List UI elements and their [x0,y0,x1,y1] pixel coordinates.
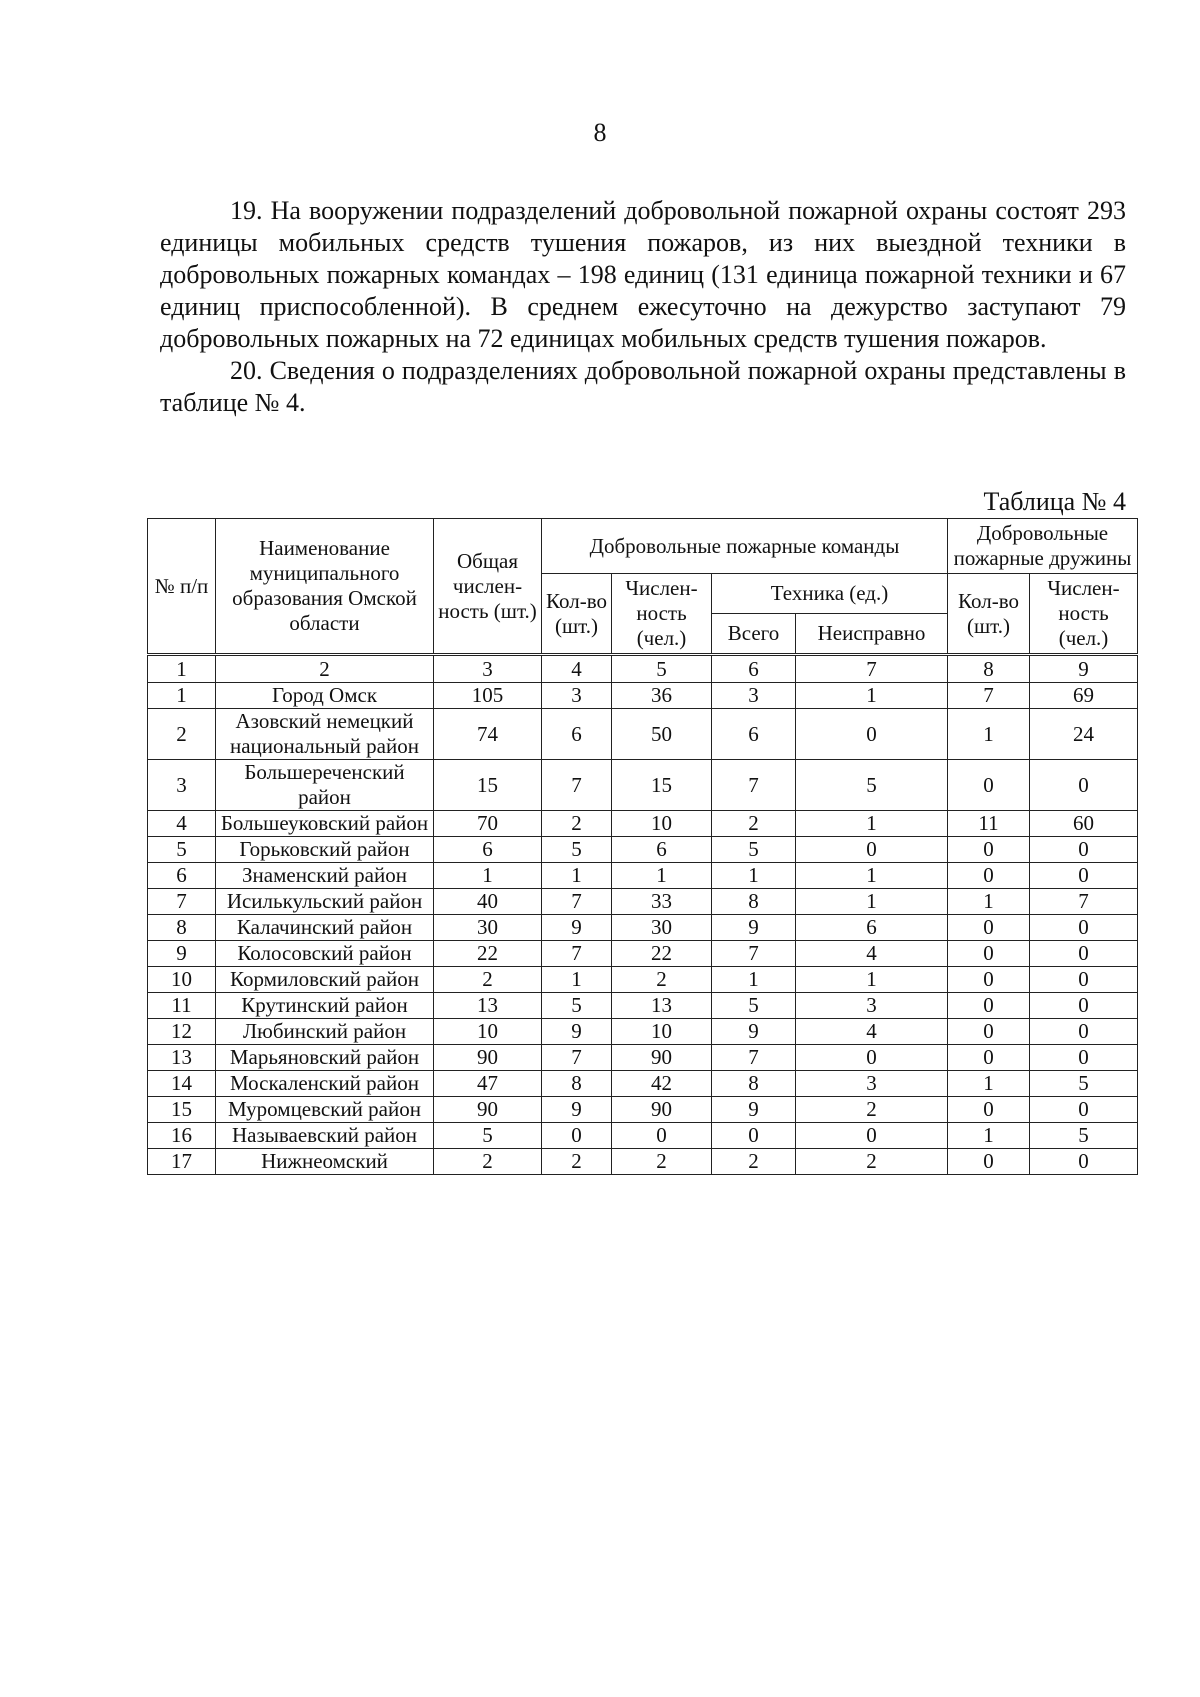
equipment-faulty: 0 [796,709,948,760]
municipality-name: Знаменский район [216,863,434,889]
teams-count: 7 [542,889,612,915]
equipment-total: 8 [712,1071,796,1097]
equipment-faulty: 3 [796,1071,948,1097]
equipment-total: 9 [712,1097,796,1123]
table-caption: Таблица № 4 [983,487,1126,516]
municipality-name: Исилькульский район [216,889,434,915]
total-count: 90 [434,1045,542,1071]
row-number: 10 [148,967,216,993]
municipality-name: Азовский немецкий национальный район [216,709,434,760]
squads-count: 0 [948,1045,1030,1071]
row-number: 16 [148,1123,216,1149]
row-number: 12 [148,1019,216,1045]
municipality-name: Большереченский район [216,760,434,811]
equipment-faulty: 1 [796,683,948,709]
total-count: 15 [434,760,542,811]
squads-count: 11 [948,811,1030,837]
column-number: 1 [148,655,216,683]
header-squads-count: Кол-во (шт.) [948,574,1030,655]
teams-people: 0 [612,1123,712,1149]
squads-people: 5 [1030,1071,1138,1097]
equipment-faulty: 6 [796,915,948,941]
equipment-total: 9 [712,915,796,941]
equipment-total: 2 [712,1149,796,1175]
table-row [148,709,1138,760]
teams-people: 10 [612,811,712,837]
squads-people: 0 [1030,1149,1138,1175]
column-numbers-row [148,655,1138,683]
teams-count: 9 [542,1019,612,1045]
squads-count: 1 [948,1071,1030,1097]
table-header [148,519,1138,655]
equipment-faulty: 0 [796,837,948,863]
total-count: 2 [434,967,542,993]
total-count: 1 [434,863,542,889]
row-number: 7 [148,889,216,915]
teams-count: 5 [542,993,612,1019]
squads-people: 69 [1030,683,1138,709]
table-row [148,1019,1138,1045]
column-number: 2 [216,655,434,683]
equipment-total: 3 [712,683,796,709]
column-number: 8 [948,655,1030,683]
total-count: 2 [434,1149,542,1175]
equipment-total: 7 [712,941,796,967]
municipality-name: Муромцевский район [216,1097,434,1123]
header-total: Общая числен-ность (шт.) [434,519,542,655]
paragraph-20: 20. Сведения о подразделениях добровольной пожарной охраны представлены в таблице № 4. [160,356,1126,417]
paragraph-19: 19. На вооружении подразделений добровольной пожарной охраны состоят 293 единицы мобильных средств тушения пожаров, из них выездной техники в добровольных пожарных командах – 198 единиц (131 единица пожарной техники и 67 единиц приспособленной). В среднем ежесуточно на дежурство заступают 79 добровольных пожарных на 72 единицах мобильных средств тушения пожаров. [160,196,1126,353]
equipment-total: 7 [712,1045,796,1071]
row-number: 6 [148,863,216,889]
teams-count: 7 [542,1045,612,1071]
municipality-name: Крутинский район [216,993,434,1019]
teams-count: 8 [542,1071,612,1097]
total-count: 40 [434,889,542,915]
squads-people: 0 [1030,1045,1138,1071]
teams-count: 0 [542,1123,612,1149]
teams-count: 1 [542,967,612,993]
municipality-name: Марьяновский район [216,1045,434,1071]
row-number: 8 [148,915,216,941]
squads-people: 0 [1030,993,1138,1019]
equipment-total: 0 [712,1123,796,1149]
header-teams-people: Числен-ность (чел.) [612,574,712,655]
equipment-faulty: 5 [796,760,948,811]
equipment-faulty: 1 [796,811,948,837]
column-number: 5 [612,655,712,683]
squads-people: 7 [1030,889,1138,915]
table-row [148,967,1138,993]
municipality-name: Кормиловский район [216,967,434,993]
equipment-total: 7 [712,760,796,811]
row-number: 14 [148,1071,216,1097]
table-row [148,1045,1138,1071]
total-count: 6 [434,837,542,863]
header-squads: Добровольные пожарные дружины [948,519,1138,574]
municipality-name: Называевский район [216,1123,434,1149]
teams-people: 90 [612,1097,712,1123]
teams-people: 30 [612,915,712,941]
squads-people: 0 [1030,1019,1138,1045]
equipment-faulty: 0 [796,1123,948,1149]
squads-count: 0 [948,915,1030,941]
column-number: 6 [712,655,796,683]
row-number: 1 [148,683,216,709]
squads-people: 0 [1030,760,1138,811]
municipality-name: Нижнеомский [216,1149,434,1175]
squads-count: 0 [948,760,1030,811]
municipality-name: Калачинский район [216,915,434,941]
row-number: 9 [148,941,216,967]
table-row [148,1149,1138,1175]
teams-count: 5 [542,837,612,863]
squads-count: 0 [948,1149,1030,1175]
squads-count: 1 [948,889,1030,915]
header-squads-people: Числен-ность (чел.) [1030,574,1138,655]
teams-people: 15 [612,760,712,811]
teams-count: 7 [542,941,612,967]
table-row [148,1097,1138,1123]
squads-count: 0 [948,993,1030,1019]
equipment-total: 2 [712,811,796,837]
teams-people: 2 [612,967,712,993]
teams-people: 42 [612,1071,712,1097]
teams-count: 2 [542,1149,612,1175]
table-row [148,1071,1138,1097]
page-number: 8 [593,118,607,147]
teams-people: 33 [612,889,712,915]
municipality-name: Горьковский район [216,837,434,863]
row-number: 4 [148,811,216,837]
header-equipment-faulty: Неисправно [796,613,948,654]
squads-people: 0 [1030,837,1138,863]
squads-count: 0 [948,967,1030,993]
equipment-faulty: 1 [796,967,948,993]
teams-people: 36 [612,683,712,709]
column-number: 9 [1030,655,1138,683]
squads-people: 60 [1030,811,1138,837]
column-number: 7 [796,655,948,683]
total-count: 74 [434,709,542,760]
fire-units-table [147,518,1138,1175]
table-row [148,863,1138,889]
equipment-total: 1 [712,967,796,993]
squads-people: 0 [1030,1097,1138,1123]
teams-people: 10 [612,1019,712,1045]
equipment-faulty: 4 [796,1019,948,1045]
table-row [148,915,1138,941]
teams-count: 9 [542,1097,612,1123]
row-number: 15 [148,1097,216,1123]
total-count: 105 [434,683,542,709]
table-row [148,683,1138,709]
teams-count: 3 [542,683,612,709]
table-row [148,941,1138,967]
header-teams-count: Кол-во (шт.) [542,574,612,655]
municipality-name: Любинский район [216,1019,434,1045]
total-count: 22 [434,941,542,967]
equipment-faulty: 2 [796,1149,948,1175]
teams-count: 2 [542,811,612,837]
table-body [148,655,1138,1175]
table-row [148,1123,1138,1149]
squads-people: 0 [1030,941,1138,967]
squads-count: 0 [948,941,1030,967]
total-count: 5 [434,1123,542,1149]
squads-people: 0 [1030,915,1138,941]
equipment-total: 1 [712,863,796,889]
equipment-total: 5 [712,837,796,863]
equipment-faulty: 1 [796,889,948,915]
equipment-total: 5 [712,993,796,1019]
squads-count: 1 [948,1123,1030,1149]
table-row [148,837,1138,863]
equipment-total: 9 [712,1019,796,1045]
teams-people: 90 [612,1045,712,1071]
squads-count: 1 [948,709,1030,760]
table-row [148,993,1138,1019]
row-number: 13 [148,1045,216,1071]
teams-people: 50 [612,709,712,760]
squads-people: 5 [1030,1123,1138,1149]
equipment-faulty: 1 [796,863,948,889]
teams-count: 7 [542,760,612,811]
squads-count: 7 [948,683,1030,709]
header-num: № п/п [148,519,216,655]
squads-people: 24 [1030,709,1138,760]
teams-people: 13 [612,993,712,1019]
equipment-faulty: 4 [796,941,948,967]
total-count: 30 [434,915,542,941]
teams-people: 1 [612,863,712,889]
row-number: 3 [148,760,216,811]
row-number: 11 [148,993,216,1019]
municipality-name: Большеуковский район [216,811,434,837]
total-count: 10 [434,1019,542,1045]
squads-count: 0 [948,837,1030,863]
squads-people: 0 [1030,863,1138,889]
teams-people: 2 [612,1149,712,1175]
equipment-faulty: 0 [796,1045,948,1071]
header-equipment: Техника (ед.) [712,574,948,614]
municipality-name: Город Омск [216,683,434,709]
equipment-total: 8 [712,889,796,915]
header-equipment-total: Всего [712,613,796,654]
body-text [160,195,1126,419]
table-row [148,889,1138,915]
column-number: 4 [542,655,612,683]
header-name: Наименование муниципального образования Омской области [216,519,434,655]
total-count: 13 [434,993,542,1019]
equipment-total: 6 [712,709,796,760]
municipality-name: Москаленский район [216,1071,434,1097]
total-count: 47 [434,1071,542,1097]
table-row [148,760,1138,811]
teams-count: 1 [542,863,612,889]
squads-count: 0 [948,1019,1030,1045]
equipment-faulty: 3 [796,993,948,1019]
total-count: 90 [434,1097,542,1123]
row-number: 5 [148,837,216,863]
row-number: 2 [148,709,216,760]
column-number: 3 [434,655,542,683]
squads-people: 0 [1030,967,1138,993]
squads-count: 0 [948,1097,1030,1123]
row-number: 17 [148,1149,216,1175]
total-count: 70 [434,811,542,837]
municipality-name: Колосовский район [216,941,434,967]
header-teams: Добровольные пожарные команды [542,519,948,574]
teams-count: 6 [542,709,612,760]
teams-count: 9 [542,915,612,941]
teams-people: 22 [612,941,712,967]
teams-people: 6 [612,837,712,863]
equipment-faulty: 2 [796,1097,948,1123]
table-row [148,811,1138,837]
squads-count: 0 [948,863,1030,889]
